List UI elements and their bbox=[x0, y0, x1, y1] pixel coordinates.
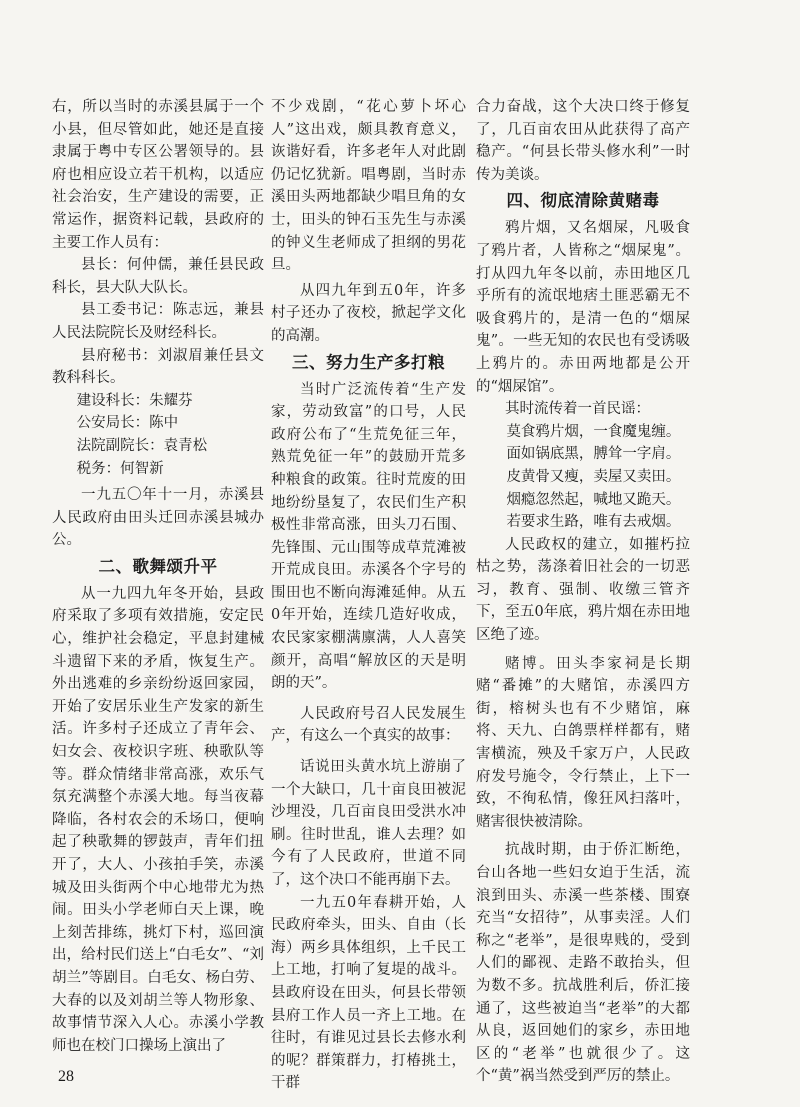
paragraph: 合力奋战，这个大决口终于修复了，几百亩农田从此获得了高产稳产。“何县长带头修水利”一时传为美谈。 bbox=[476, 99, 690, 183]
paragraph: 县府秘书：刘淑眉兼任县文教科科长。 bbox=[52, 347, 264, 387]
staff-line: 公安局长：陈中 bbox=[76, 415, 179, 432]
paragraph: 人民政府号召人民发展生产，有这么一个真实的故事： bbox=[271, 705, 466, 745]
paragraph: 抗战时期，由于侨汇断绝，台山各地一些妇女迫于生活，流浪到田头、赤溪一些茶楼、围寮充当“女招待”，从事卖淫。人们称之“老举”，是很卑贱的，受到人们的鄙视、走路不敢抬头，但为数不多。抗战胜利后，侨汇接通了，这些被迫当“老举”的大都从良，返回她们的家乡，赤田地区的“老举”也就很少了。这个“黄”祸当然受到严厉的禁止。 bbox=[476, 842, 690, 1085]
paragraph: 县工委书记：陈志远，兼县人民法院院长及财经科长。 bbox=[52, 302, 264, 341]
text-column-left bbox=[52, 96, 264, 1057]
poem-line: 烟瘾忽然起，喊地又跪天。 bbox=[506, 491, 681, 508]
staff-line: 税务：何智新 bbox=[76, 460, 164, 477]
paragraph: 右，所以当时的赤溪县属于一个小县，但尽管如此，她还是直接隶属于粤中专区公署领导的。县府也相应设立若干机构，以适应社会治安，生产建设的需要，正常运作，据资料记载，县政府的主要工作人员有： bbox=[52, 99, 264, 251]
poem-line: 若要求生路，唯有去戒烟。 bbox=[506, 514, 681, 531]
paragraph: 鸦片烟，又名烟屎，凡吸食了鸦片者，人皆称之“烟屎鬼”。打从四九年冬以前，赤田地区几乎所有的流氓地痞土匪恶霸无不吸食鸦片的，是清一色的“烟屎鬼”。一些无知的农民也有受诱吸上鸦片的。赤田两地都是公开的“烟屎馆”。 bbox=[476, 220, 690, 395]
poem-line: 皮黄骨又瘦，卖屋又卖田。 bbox=[506, 468, 681, 485]
paragraph: 人民政权的建立，如摧朽拉枯之势，荡涤着旧社会的一切恶习，教育、强制、收缴三管齐下，至五0年底，鸦片烟在赤田地区绝了迹。 bbox=[476, 536, 690, 644]
paragraph: 从四九年到五0年，许多村子还办了夜校，掀起学文化的高潮。 bbox=[271, 282, 466, 344]
paragraph: 一九五〇年十一月，赤溪县人民政府由田头迁回赤溪县城办公。 bbox=[52, 487, 264, 549]
poem-line: 面如锅底黑，膊耸一字肩。 bbox=[506, 446, 681, 463]
staff-line: 建设科长：朱耀芬 bbox=[76, 392, 193, 409]
paragraph: 话说田头黄水坑上游崩了一个大缺口，几十亩良田被泥沙埋没，几百亩良田受洪水冲刷。往时世乱，谁人去理？如今有了人民政府，世道不同了，这个决口不能再崩下去。 bbox=[271, 759, 466, 888]
paragraph: 县长：何仲儒，兼任县民政科长，县大队大队长。 bbox=[52, 257, 264, 296]
paragraph: 一九五0年春耕开始，人民政府牵头，田头、自由（长海）两乡具体组织，上千民工上工地，打响了复堤的战斗。县政府设在田头，何县长带领县府工作人员一齐上工地。在往时，有谁见过县长去修水利的呢？群策群力，打椿挑土，干群 bbox=[271, 894, 466, 1092]
paragraph: 赌博。田头李家祠是长期赌“番摊”的大赌馆，赤溪四方街，榕树头也有不少赌馆，麻将、天九、白鸽票样样都有，赌害横流，殃及千家万户，人民政府发号施令，令行禁止，上下一致，不徇私情，像狂风扫落叶，赌害很快被清除。 bbox=[476, 655, 690, 830]
section-heading: 三、努力生产多打粮 bbox=[292, 352, 445, 372]
paragraph: 不少戏剧，“花心萝卜坏心人”这出戏，颇具教育意义，诙谐好看，许多老年人对此剧仍记忆犹新。唱粤剧，当时赤溪田头两地都缺少唱旦角的女士，田头的钟石玉先生与赤溪的钟义生老师成了担纲的男花旦。 bbox=[271, 99, 466, 274]
paragraph: 当时广泛流传着“生产发家，劳动致富”的口号，人民政府公布了“生荒免征三年，熟荒免征一年”的鼓励开荒多种粮食的政策。往时荒废的田地纷纷垦复了，农民们生产积极性非常高涨，田头刀石围、先锋围、元山围等成草荒滩被开荒成良田。赤溪各个字号的围田也不断向海滩延伸。从五0年开始，连续几造好收成，农民家家棚满廪满，人人喜笑颜开，高唱“解放区的天是明朗的天”。 bbox=[271, 381, 466, 692]
text-column-middle bbox=[271, 96, 466, 1095]
paragraph: 从一九四九年冬开始，县政府采取了多项有效措施，安定民心，维护社会稳定，平息封建械斗遗留下来的矛盾，恢复生产。外出逃难的乡亲纷纷返回家园，开始了安居乐业生产发家的新生活。许多村子还成立了青年会、妇女会、夜校识字班、秧歌队等等。群众情绪非常高涨，欢乐气氛充满整个赤溪大地。每当夜幕降临，各村农会的禾场口，便响起了秧歌舞的锣鼓声，青年们扭开了，大人、小孩拍手笑，赤溪城及田头街两个中心地带尤为热闹。田头小学老师白天上课，晚上刻苦排练，挑灯下村，巡回演出，给村民们送上“白毛女”、“刘胡兰”等剧目。白毛女、杨白劳、大春的以及刘胡兰等人物形象、故事情节深入人心。赤溪小学教师也在校门口操场上演出了 bbox=[52, 585, 264, 1054]
staff-line: 法院副院长：袁青松 bbox=[76, 437, 208, 454]
page-number: 28 bbox=[58, 1068, 74, 1085]
paragraph: 其时流传着一首民谣： bbox=[505, 401, 650, 418]
section-heading: 二、歌舞颂升平 bbox=[98, 556, 218, 576]
poem-line: 莫食鸦片烟，一食魔鬼缠。 bbox=[506, 423, 681, 440]
text-column-right bbox=[476, 96, 690, 1088]
section-heading: 四、彻底清除黄赌毒 bbox=[506, 191, 660, 211]
